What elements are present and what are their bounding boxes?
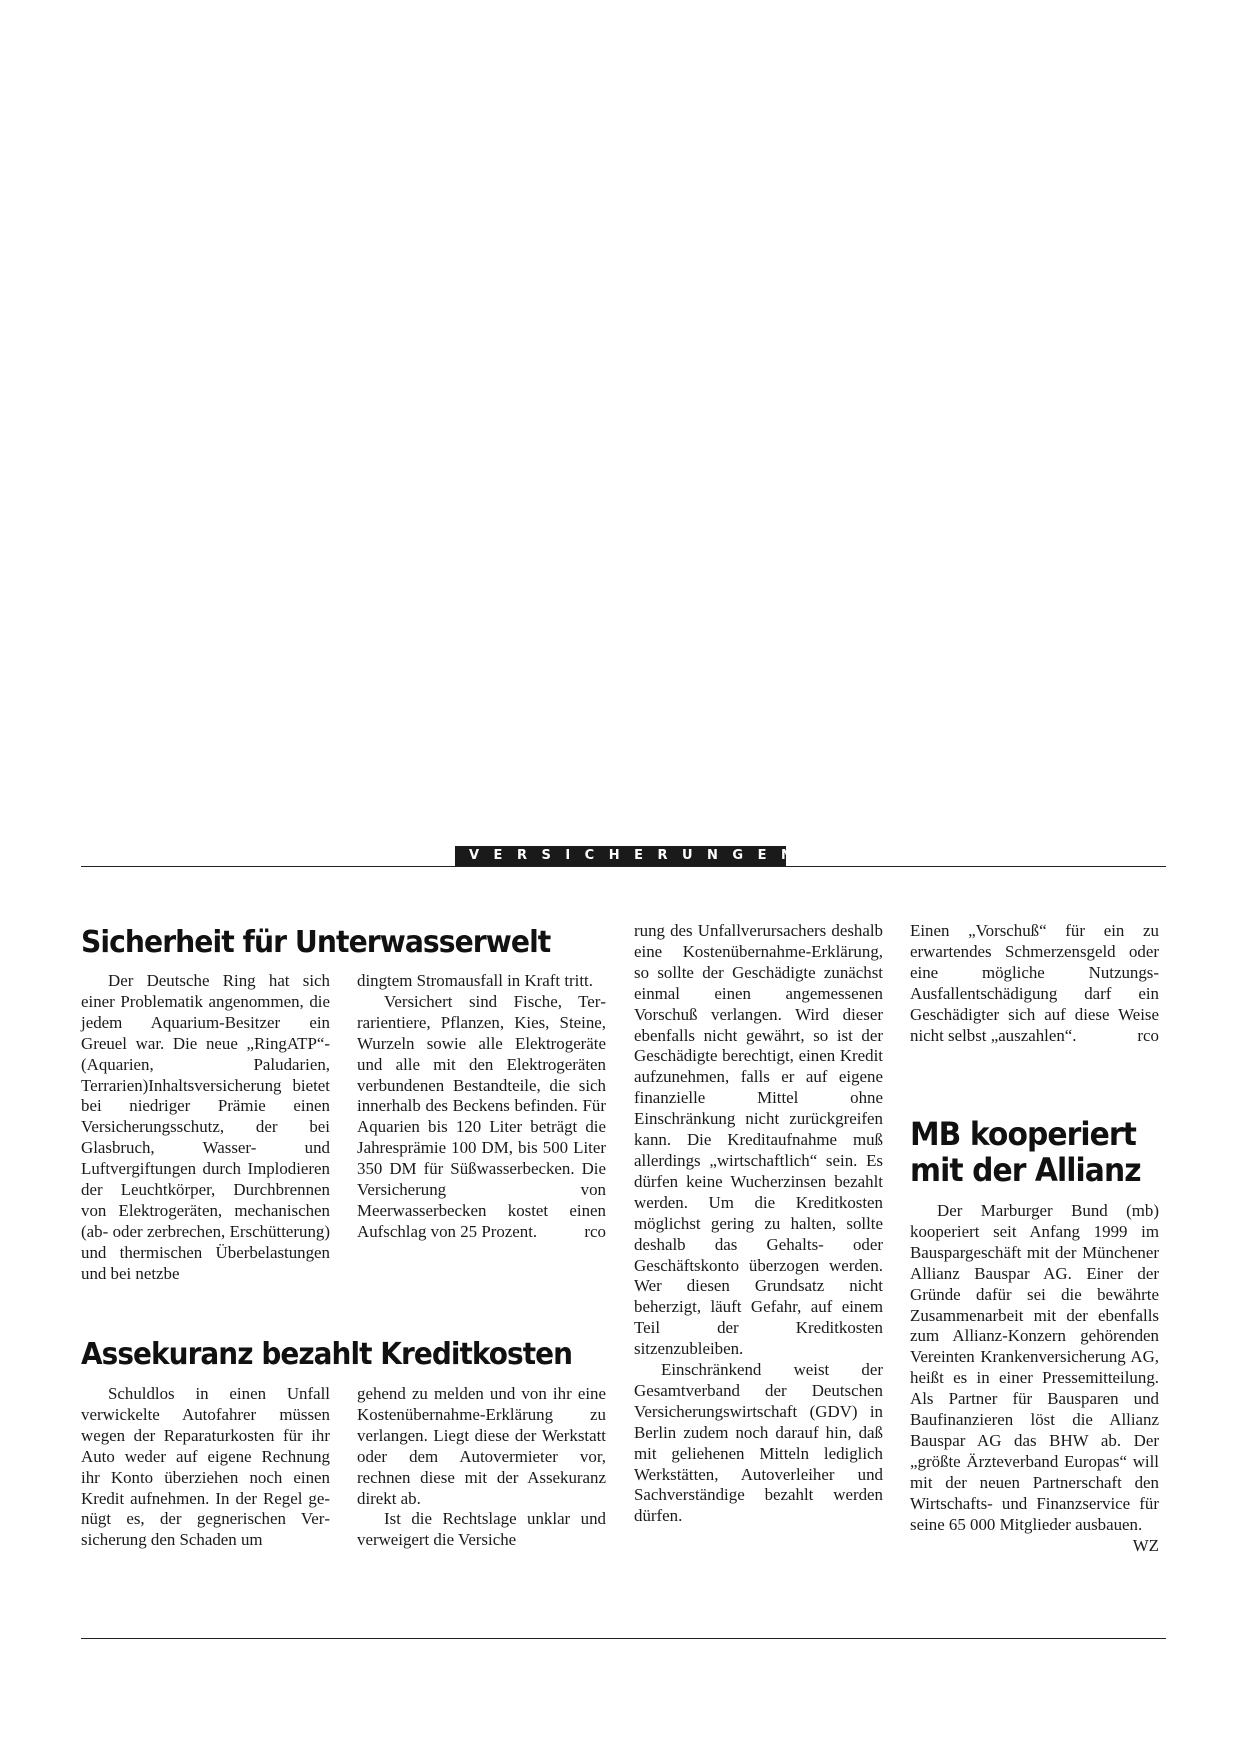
- article-aquarium-paragraph: dingtem Stromausfall in Kraft tritt.: [357, 971, 593, 990]
- article-assekuranz-paragraph: Einen „Vorschuß“ für ein zu erwartendes Schmerzensgeld oder eine mögliche Nutzungs-Ausfallentschädigung darf ein Geschädigter sich auf diese Weise nicht selbst „auszahlen“. rco: [910, 921, 1159, 1045]
- article-assekuranz-column-2: [357, 1384, 606, 1551]
- article-assekuranz-column-4: [910, 921, 1159, 1046]
- article-assekuranz-paragraph: gehend zu melden und von ihr eine Kostenübernahme-Erklärung zu verlangen. Liegt diese der Werkstatt oder dem Autovermieter vor, rechnen diese mit der Assekuranz direkt ab.: [357, 1384, 606, 1508]
- article-assekuranz-paragraph-2: Ist die Rechtslage unklar und verweigert die Versiche: [357, 1509, 606, 1550]
- article-assekuranz-paragraph-2: Einschränkend weist der Gesamtverband der Deutschen Versicherungswirtschaft (GDV) in Berlin zudem noch darauf hin, daß mit geliehenen Mitteln lediglich Werkstätten, Autoverleiher und Sachverständige bezahlt werden dürfen.: [634, 1360, 883, 1526]
- article-headline-marburger-bund: [910, 1116, 1141, 1188]
- article-assekuranz-column-1: [81, 1384, 330, 1551]
- article-aquarium-paragraph-2: Versichert sind Fische, Terrarientiere, Pflanzen, Kies, Steine, Wurzeln sowie alle Elektrogeräte und alle mit den Elektrogeräten verbundenen Bestandteile, die sich innerhalb des Beckens befinden. Für Aquarien bis 120 Liter beträgt die Jahresprämie 100 DM, bis 500 Liter 350 DM für Süßwasserbecken. Die Versicherung von Meerwasserbecken kostet einen Aufschlag von 25 Prozent. rco: [357, 991, 606, 1241]
- headline-line-2: mit der Allianz: [910, 1151, 1141, 1189]
- article-headline-assekuranz: Assekuranz bezahlt Kreditkosten: [81, 1337, 573, 1372]
- article-marburger-bund-column: [910, 1201, 1159, 1556]
- article-headline-aquarium: Sicherheit für Unterwasserwelt: [81, 925, 551, 960]
- page-bottom-divider: [81, 1638, 1166, 1639]
- article-marburger-bund-paragraph: Der Marburger Bund (mb) kooperiert seit Anfang 1999 im Bauspargeschäft mit der Münchener Allianz Bauspar AG. Einer der Gründe dafür sei die bewährte Zusammenarbeit mit der ebenfalls zum Allianz-Konzern gehörenden Vereinten Krankenversicherung AG, heißt es in einer Pressemitteilung. Als Partner für Bausparen und Baufinanzieren löst die Allianz Bauspar AG das BHW ab. Der „größte Ärzteverband Europas“ will mit der neuen Partnerschaft den Wirtschafts- und Finanzservice für seine 65 000 Mitglieder ausbauen. WZ: [910, 1201, 1159, 1555]
- article-assekuranz-paragraph: Schuldlos in einen Unfall verwickelte Autofahrer müssen wegen der Reparaturkosten für ihr Auto weder auf eigene Rechnung ihr Konto überziehen noch einen Kredit aufnehmen. In der Regel genügt es, der gegnerischen Versicherung den Schaden um: [81, 1384, 330, 1550]
- article-aquarium-paragraph: Der Deutsche Ring hat sich einer Problematik angenommen, die jedem Aquarium-Besitzer ein Greuel war. Die neue „RingATP“-(Aquarien, Paludarien, Terrarien)Inhaltsversicherung bietet bei niedriger Prämie einen Versicherungsschutz, der bei Glasbruch, Wasser- und Luftvergiftungen durch Implodieren der Leuchtkörper, Durchbrennen von Elektrogeräten, mechanischen (ab- oder zerbrechen, Erschütterung) und thermischen Überbelastungen und bei netzbe: [81, 971, 330, 1283]
- section-label: VERSICHERUNGEN: [455, 846, 786, 866]
- headline-line-1: MB kooperiert: [910, 1115, 1136, 1153]
- author-signature: WZ: [1132, 1535, 1159, 1555]
- article-assekuranz-column-3: [634, 921, 883, 1527]
- author-signature: rco: [1137, 1025, 1159, 1045]
- article-aquarium-column-1: [81, 971, 330, 1285]
- author-signature: rco: [584, 1221, 606, 1241]
- article-assekuranz-paragraph: rung des Unfallverursachers deshalb eine Kostenübernahme-Erklärung, so sollte der Geschädigte zunächst einmal einen angemessenen Vorschuß verlangen. Wird dieser ebenfalls nicht gewährt, so ist der Geschädigte berechtigt, einen Kredit aufzunehmen, falls er auf eigene finanzielle Mittel ohne Einschränkung nicht zurückgreifen kann. Die Kreditaufnahme muß allerdings „wirtschaftlich“ sein. Es dürfen keine Wucherzinsen bezahlt werden. Um die Kreditkosten möglichst gering zu halten, sollte deshalb das Gehalts- oder Geschäftskonto überzogen werden. Wer diesen Grundsatz nicht beherzigt, läuft Gefahr, auf einem Teil der Kreditkosten sitzenzubleiben.: [634, 921, 883, 1359]
- section-divider: [81, 866, 1166, 867]
- article-aquarium-column-2: [357, 971, 606, 1243]
